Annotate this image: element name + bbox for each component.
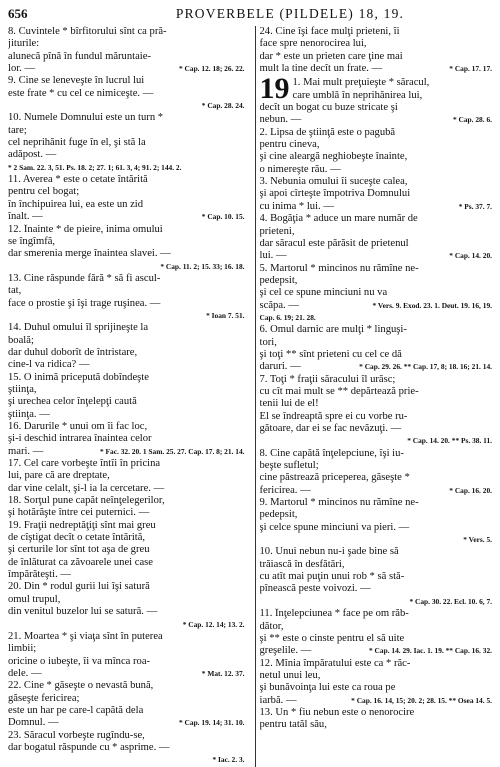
text-line (8, 668, 245, 680)
text-line (260, 139, 493, 151)
text-line (260, 250, 493, 262)
text-line (260, 238, 493, 250)
text-line (8, 384, 245, 396)
line-text: adăpost. — (8, 149, 57, 161)
line-text: pentru tatăl său, (259, 719, 327, 731)
line-text: 1. Mai mult preţuieşte * săracul, (292, 77, 430, 89)
text-line (8, 619, 245, 631)
line-text: omul trupul, (8, 593, 61, 605)
text-line (8, 656, 245, 668)
text-line (8, 298, 245, 310)
cross-reference: * Vers. 9. Exod. 23. 1. Deut. 19. 16, 19. (372, 300, 492, 310)
line-text: cu cît mai mult se ** depărtează prie- (259, 385, 419, 397)
text-line (8, 470, 245, 482)
text-line (8, 705, 245, 717)
text-line (8, 507, 245, 519)
text-line (8, 186, 245, 198)
line-text: din venitul buzelor lui se satură. — (8, 606, 158, 618)
line-text: face spre nenorocirea lui, (259, 38, 367, 50)
left-column (8, 26, 245, 767)
chapter-heading (259, 72, 493, 106)
right-column-body (260, 102, 493, 732)
line-text: 10. Unui nebun nu-i şade bine să (259, 546, 399, 558)
text-line (8, 347, 245, 359)
text-line (8, 754, 245, 766)
text-line (260, 51, 493, 63)
line-text: dător, (259, 620, 284, 632)
line-text: cel neprihănit fuge în el, şi stă la (8, 137, 146, 149)
text-line (8, 149, 245, 161)
cross-reference: * Cap. 12. 14; 13. 2. (182, 619, 245, 629)
text-line (260, 300, 493, 312)
line-text: şi cel ce spune minciuni nu va (259, 287, 388, 299)
line-text: netul unui leu, (259, 669, 321, 681)
cross-reference: * Cap. 30. 22. Ecl. 10. 6, 7. (409, 596, 492, 606)
text-line (8, 359, 245, 371)
text-line (8, 199, 245, 211)
line-text: mult la tine decît un frate. — (259, 63, 383, 75)
text-line (260, 608, 493, 620)
line-text: cu inima * lui. — (259, 200, 334, 212)
text-line (260, 176, 493, 188)
line-text: dar săracul este părăsit de prietenul (259, 237, 409, 249)
line-text: dar vine celalt, şi-l ia la cercetare. — (8, 482, 165, 494)
line-text: pentru cineva, (259, 139, 320, 151)
line-text: pînească peste voivozi. — (259, 583, 371, 595)
line-text: 18. Sorţul pune capăt neînţelegerilor, (8, 495, 165, 507)
line-text: 16. Darurile * unui om îi fac loc, (8, 421, 148, 432)
text-line (260, 522, 493, 534)
line-text: tenii lui de el! (259, 398, 319, 410)
line-text: pentru cel bogat; (8, 186, 80, 198)
text-line (8, 75, 245, 87)
text-line (8, 162, 245, 174)
line-text: şi certurile lor sînt tot aşa de greu (8, 544, 150, 556)
line-text: ştiinţa, (8, 383, 37, 395)
chapter-number: 19 (259, 72, 290, 106)
text-line (260, 226, 493, 238)
text-line (8, 631, 245, 643)
line-text: pedepsit, (259, 274, 298, 286)
text-line (8, 458, 245, 470)
text-line (260, 423, 493, 435)
line-text: 5. Martorul * mincinos nu rămîne ne- (259, 262, 419, 274)
line-text: şi cine aleargă neghiobeşte înainte, (259, 151, 408, 163)
line-text: de înlăturat ca zăvoarele unei case (8, 556, 153, 568)
line-text: 9. Cine se leneveşte în lucrul lui (8, 75, 145, 87)
cross-reference: * Ps. 37. 7. (458, 201, 492, 211)
text-line (8, 335, 245, 347)
text-line (8, 285, 245, 297)
cross-reference: * Fac. 32. 20. 1 Sam. 25. 27. Cap. 17. 8; 21. 14. (99, 446, 245, 456)
text-line (260, 349, 493, 361)
text-line (8, 569, 245, 581)
line-text: 11. Înţelepciunea * face pe om răb- (259, 608, 409, 620)
text-line (8, 532, 245, 544)
line-text: 10. Numele Domnului este un turn * (8, 112, 164, 124)
line-text: jiturile: (8, 38, 40, 50)
cross-reference: * Cap. 28. 6. (452, 115, 492, 125)
text-line (8, 717, 245, 729)
text-line (260, 287, 493, 299)
line-text: care umblă în neprihănirea lui, (292, 89, 423, 101)
line-text: tare; (8, 124, 27, 136)
text-line (8, 38, 245, 50)
text-line (8, 421, 245, 433)
line-text: şi hotărăşte între cei puternici. — (8, 507, 150, 519)
cross-reference: * Mat. 12. 37. (201, 668, 245, 678)
text-line (8, 261, 245, 273)
line-text: 11. Averea * este o cetate întărită (8, 174, 148, 186)
line-text: 8. Cine capătă înţelepciune, îşi iu- (259, 447, 404, 459)
line-text: nebun. — (259, 114, 302, 126)
line-text: beşte sufletul; (259, 460, 319, 472)
text-line (260, 559, 493, 571)
text-line (8, 520, 245, 532)
cross-reference: * Cap. 29. 26. ** Cap. 17, 8; 18. 16; 21. 14. (359, 362, 492, 372)
line-text: 14. Duhul omului îl sprijineşte la (8, 322, 149, 334)
text-line (260, 324, 493, 336)
page-header (8, 6, 492, 26)
cross-reference: * Cap. 16. 14, 15; 20. 2; 28. 15. ** Osea 14. 5. (351, 695, 492, 705)
line-text: 13. Un * fiu nebun este o nenorocire (259, 706, 415, 718)
line-text: tat, (8, 285, 22, 297)
line-text: 20. Din * rodul gurii lui îşi satură (8, 581, 150, 593)
cross-reference: * Cap. 12. 18; 26. 22. (179, 64, 245, 74)
cross-reference: * Iac. 2. 3. (212, 755, 245, 765)
line-text: şi celce spune minciuni va pieri. — (259, 521, 410, 533)
line-text: se îngîmfă, (8, 235, 56, 247)
line-text: o nimereşte rău. — (259, 163, 341, 175)
line-text: Cap. 6. 19; 21. 28. (259, 312, 316, 322)
text-line (8, 248, 245, 260)
line-text: lui, pare că are dreptate, (8, 470, 110, 482)
line-text: cine păstrează priceperea, găseşte * (259, 472, 410, 484)
text-line (260, 435, 493, 447)
text-line (260, 670, 493, 682)
text-line (260, 201, 493, 213)
text-line (8, 112, 245, 124)
line-text: Domnul. — (8, 717, 59, 729)
text-line (260, 102, 493, 114)
line-text: dele. — (8, 667, 42, 679)
running-title: PROVERBELE (PILDELE) 18, 19. (175, 6, 405, 21)
line-text: face o prostie şi îşi trage ruşinea. — (8, 297, 161, 309)
line-text: şi apoi cîrteşte împotriva Domnului (259, 188, 411, 200)
line-text: dar * este un prieten care ţine mai (259, 50, 403, 62)
text-line (260, 411, 493, 423)
cross-reference: * Ioan 7. 51. (206, 310, 245, 320)
text-line (260, 386, 493, 398)
line-text: şi ** este o cinste pentru el să uite (259, 632, 405, 644)
text-line (260, 485, 493, 497)
text-line (8, 211, 245, 223)
line-text: 7. Toţi * fraţii săracului îl urăsc; (259, 373, 396, 385)
text-line (8, 409, 245, 421)
line-text: şi bunăvoinţa lui este ca roua pe (259, 682, 396, 694)
text-line (260, 719, 493, 731)
text-line (8, 273, 245, 285)
line-text: ştiinţa. — (8, 408, 50, 420)
text-line (260, 571, 493, 583)
text-line (260, 361, 493, 373)
text-line (8, 433, 245, 445)
line-text: 3. Nebunia omului îi suceşte calea, (259, 176, 408, 188)
text-line (260, 695, 493, 707)
text-line (260, 472, 493, 484)
text-line (8, 730, 245, 742)
right-column (255, 26, 493, 767)
line-text: 8. Cuvintele * bîrfitorului sînt ca pră- (8, 26, 167, 37)
line-text: 21. Moartea * şi viaţa sînt în puterea (8, 630, 163, 642)
line-text: este un har pe care-l capătă dela (8, 704, 144, 716)
two-column-text (8, 26, 492, 767)
cross-reference: * Vers. 5. (463, 535, 492, 545)
right-column-top (260, 26, 493, 75)
text-line (8, 26, 245, 38)
text-line (260, 583, 493, 595)
cross-reference: * Cap. 14. 20. ** Ps. 38. 11. (407, 436, 492, 446)
text-line (8, 544, 245, 556)
line-text: pedepsit, (259, 509, 298, 521)
text-line (8, 372, 245, 384)
line-text: fericirea. — (259, 484, 311, 496)
text-line (260, 26, 493, 38)
text-line (260, 534, 493, 546)
line-text: daruri. — (259, 361, 301, 373)
line-text: 24. Cine îşi face mulţi prieteni, îi (259, 26, 400, 37)
text-line (260, 448, 493, 460)
text-line (260, 114, 493, 126)
text-line (293, 77, 493, 89)
line-text: cu atît mai puţin unui rob * să stă- (259, 571, 405, 583)
line-text: 2. Lipsa de ştiinţă este o pagubă (259, 126, 396, 138)
text-line (8, 495, 245, 507)
line-text: alunecă pînă în fundul măruntaie- (8, 50, 151, 62)
text-line (260, 398, 493, 410)
line-text: scăpa. — (259, 299, 299, 311)
line-text: împărăteşti. — (8, 569, 71, 581)
text-line (260, 596, 493, 608)
line-text: cine-l va ridica? — (8, 359, 90, 371)
text-line (8, 483, 245, 495)
text-line (8, 322, 245, 334)
text-line (260, 275, 493, 287)
text-line (8, 446, 245, 458)
text-line (8, 236, 245, 248)
text-line (260, 213, 493, 225)
text-line (260, 312, 493, 324)
text-line (260, 546, 493, 558)
text-line (8, 88, 245, 100)
line-text: găseşte fericirea; (8, 692, 80, 704)
text-line (8, 693, 245, 705)
cross-reference: * Cap. 11. 2; 15. 33; 16. 18. (160, 261, 245, 271)
line-text: El se îndreaptă spre ei cu vorbe ru- (259, 410, 408, 422)
text-line (260, 374, 493, 386)
text-line (260, 127, 493, 139)
line-text: de cîştigat decît o cetate întărită, (8, 532, 146, 544)
line-text: dar bogatul răspunde cu * asprime. — (8, 741, 170, 753)
line-text: 12. Înainte * de pieire, inima omului (8, 223, 163, 235)
text-line (260, 621, 493, 633)
text-line (8, 310, 245, 322)
text-line (8, 680, 245, 692)
text-line (8, 643, 245, 655)
line-text: dar duhul doborît de întristare, (8, 346, 138, 358)
line-text: 6. Omul darnic are mulţi * linguşi- (259, 324, 407, 336)
cross-reference: * Cap. 17. 17. (449, 64, 492, 74)
line-text: iarbă. — (259, 694, 297, 706)
cross-reference: * Cap. 10. 15. (201, 212, 245, 222)
cross-reference: * Cap. 19. 14; 31. 10. (179, 718, 245, 728)
line-text: 22. Cine * găseşte o nevastă bună, (8, 680, 154, 692)
line-text: greşelile. — (259, 645, 312, 657)
line-text: 13. Cine răspunde fără * să fi ascul- (8, 272, 161, 284)
text-line (260, 509, 493, 521)
text-line (260, 151, 493, 163)
line-text: 17. Cel care vorbeşte întîi în pricina (8, 458, 161, 470)
text-line (260, 263, 493, 275)
text-line (260, 497, 493, 509)
line-text: limbii; (8, 643, 37, 655)
cross-reference: * Cap. 28. 24. (201, 101, 245, 111)
text-line (8, 51, 245, 63)
line-text: 23. Săracul vorbeşte rugîndu-se, (8, 729, 145, 741)
page-number: 656 (8, 6, 28, 21)
text-line (260, 633, 493, 645)
text-line (260, 188, 493, 200)
line-text: trăiască în desfătări, (259, 558, 345, 570)
text-line (260, 658, 493, 670)
text-line (260, 645, 493, 657)
line-text: lui. — (259, 250, 287, 262)
text-line (8, 100, 245, 112)
line-text: decît un bogat cu buze stricate şi (259, 102, 398, 114)
line-text: este frate * cu cel ce nimiceşte. — (8, 87, 154, 99)
line-text: şi urechea celor înţelepţi caută (8, 396, 137, 408)
line-text: şi toţi ** sînt prieteni cu cel ce dă (259, 348, 402, 360)
text-line (260, 682, 493, 694)
text-line (8, 125, 245, 137)
text-line (8, 63, 245, 75)
line-text: şi-i deschid intrarea înaintea celor (8, 433, 152, 445)
line-text: 19. Fraţii nedreptăţiţi sînt mai greu (8, 519, 156, 531)
line-text: gătoare, dar ei se fac nevăzuţi. — (259, 423, 402, 434)
line-text: mari. — (8, 445, 44, 457)
line-text: 15. O inimă pricepută dobîndeşte (8, 371, 149, 383)
line-text: tori, (259, 336, 277, 348)
text-line (260, 707, 493, 719)
line-text: * 2 Sam. 22. 3, 51. Ps. 18. 2; 27. 1; 61. 3, 4; 91. 2; 144. 2. (8, 162, 182, 172)
text-line (260, 38, 493, 50)
text-line (260, 460, 493, 472)
text-line (8, 396, 245, 408)
chapter-first-lines (293, 77, 493, 102)
line-text: în închipuirea lui, ea este un zid (8, 198, 144, 210)
line-text: oricine o iubeşte, îi va mînca roa- (8, 655, 151, 667)
line-text: 4. Bogăţia * aduce un mare număr de (259, 213, 418, 225)
text-line (8, 581, 245, 593)
line-text: dar smerenia merge înaintea slavei. — (8, 248, 171, 260)
cross-reference: * Cap. 14. 29. Iac. 1. 19. ** Cap. 16. 32. (369, 646, 492, 656)
line-text: prieteni, (259, 225, 295, 237)
text-line (8, 742, 245, 754)
text-line (8, 557, 245, 569)
text-line (260, 164, 493, 176)
cross-reference: * Cap. 14. 20. (449, 251, 492, 261)
cross-reference: * Cap. 16. 20. (449, 485, 492, 495)
line-text: înalt. — (8, 211, 43, 223)
line-text: 12. Mînia împăratului este ca * răc- (259, 657, 411, 669)
text-line (260, 337, 493, 349)
text-line (8, 594, 245, 606)
text-line (260, 63, 493, 75)
text-line (8, 606, 245, 618)
line-text: lor. — (8, 63, 36, 75)
text-line (8, 174, 245, 186)
text-line (293, 90, 493, 102)
text-line (8, 224, 245, 236)
text-line (8, 137, 245, 149)
line-text: 9. Martorul * mincinos nu rămîne ne- (259, 497, 419, 509)
line-text: boală; (8, 334, 34, 346)
